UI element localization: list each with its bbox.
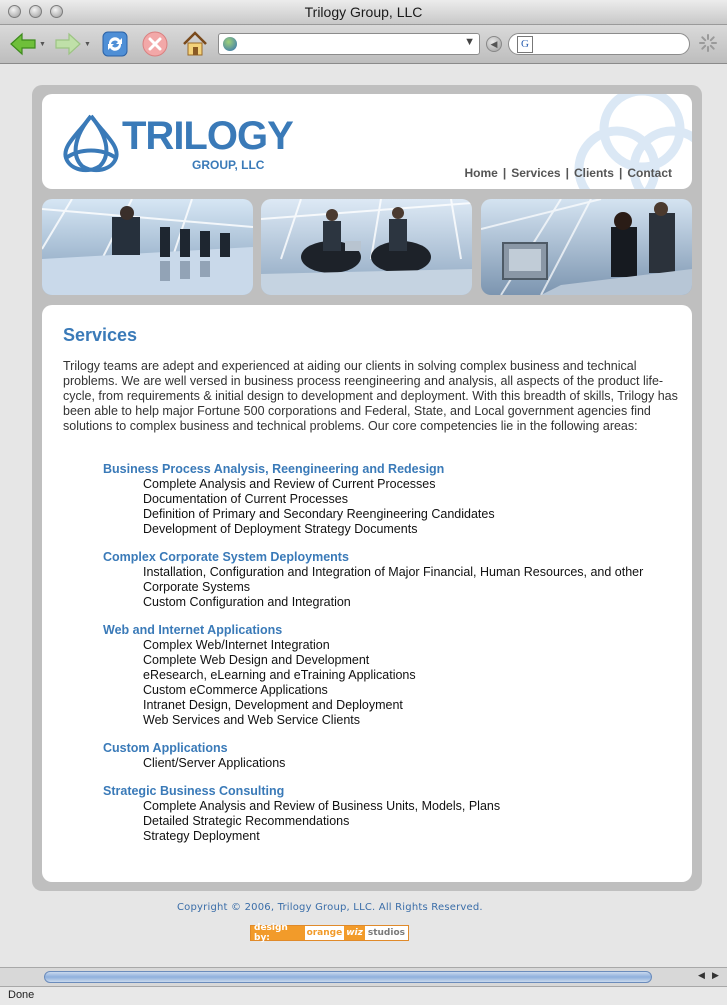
back-icon	[9, 32, 37, 56]
credit-name-wiz: wiz	[346, 928, 363, 938]
service-section	[103, 623, 673, 728]
service-item: Complex Web/Internet Integration	[143, 638, 330, 652]
services-list	[103, 462, 673, 857]
copyright-text: Copyright © 2006, Trilogy Group, LLC. All Rights Reserved.	[177, 902, 483, 913]
service-item: Client/Server Applications	[143, 756, 286, 770]
service-item: Documentation of Current Processes	[143, 492, 348, 506]
home-button[interactable]	[180, 29, 210, 59]
services-panel	[42, 305, 692, 882]
spinner-icon	[699, 34, 717, 52]
nav-clients-link[interactable]: Clients	[573, 166, 614, 180]
address-bar[interactable]	[218, 33, 480, 55]
service-section	[103, 462, 673, 537]
scrollbar-thumb[interactable]	[44, 971, 652, 983]
service-item: Definition of Primary and Secondary Reengineering Candidates	[143, 507, 495, 521]
service-item: eResearch, eLearning and eTraining Applications	[143, 668, 416, 682]
service-heading: Custom Applications	[103, 741, 228, 755]
scroll-left-arrow[interactable]: ◀	[698, 970, 705, 980]
main-nav: Home | Services | Clients | Contact	[464, 166, 672, 180]
go-icon[interactable]: ◀	[486, 36, 502, 52]
forward-icon	[54, 32, 82, 56]
service-heading: Web and Internet Applications	[103, 623, 283, 637]
home-icon	[181, 30, 209, 58]
forward-history-arrow[interactable]: ▼	[84, 41, 91, 48]
scroll-right-arrow[interactable]: ▶	[712, 970, 719, 980]
service-item: Custom Configuration and Integration	[143, 595, 351, 609]
service-heading: Complex Corporate System Deployments	[103, 550, 349, 564]
service-item: Complete Analysis and Review of Business Units, Models, Plans	[143, 799, 501, 813]
reload-icon	[101, 30, 129, 58]
service-item: Web Services and Web Service Clients	[143, 713, 360, 727]
reload-button[interactable]	[100, 29, 130, 59]
service-item: Installation, Configuration and Integration of Major Financial, Human Resources, and other Corporate Systems	[143, 565, 644, 594]
service-item: Development of Deployment Strategy Documents	[143, 522, 418, 536]
service-item: Complete Analysis and Review of Current Processes	[143, 477, 436, 491]
horizontal-scrollbar[interactable]	[0, 967, 727, 986]
banner-photo-lounge	[261, 199, 472, 295]
stop-button[interactable]	[140, 29, 170, 59]
back-button[interactable]	[8, 29, 38, 59]
intro-paragraph: Trilogy teams are adept and experienced at aiding our clients in solving complex business and technical problems. We are well versed in business process reengineering and analysis, all aspects of the product life-cycle, from requirements & initial design to development and deployment. With this breadth of skills, Trilogy has been able to help major Fortune 500 corporations and Federal, State, and Local government agencies find solutions to complex business and technical problems. Our core competencies lie in the following areas:	[63, 359, 678, 433]
stop-icon	[141, 30, 169, 58]
logo-subtitle: GROUP, LLC	[192, 158, 265, 172]
nav-home-link[interactable]: Home	[464, 166, 498, 180]
browser-toolbar	[0, 25, 727, 64]
logo-wordmark: TRILOGY	[122, 114, 293, 158]
service-section	[103, 741, 673, 771]
banner-photo-computer	[481, 199, 692, 295]
address-history-arrow[interactable]: ▼	[464, 36, 475, 48]
globe-icon	[223, 37, 237, 51]
service-section	[103, 784, 673, 844]
credit-label: design by:	[251, 926, 305, 940]
search-input[interactable]	[508, 33, 690, 55]
service-section	[103, 550, 673, 610]
page-title: Services	[63, 325, 138, 345]
nav-contact-link[interactable]: Contact	[627, 166, 672, 180]
google-icon[interactable]: G	[517, 36, 533, 53]
service-item: Complete Web Design and Development	[143, 653, 370, 667]
service-heading: Business Process Analysis, Reengineering and Redesign	[103, 462, 445, 476]
service-item: Strategy Deployment	[143, 829, 260, 843]
window-titlebar	[0, 0, 727, 25]
status-bar	[0, 986, 727, 1005]
status-text: Done	[8, 989, 35, 1001]
service-item: Detailed Strategic Recommendations	[143, 814, 350, 828]
window-title: Trilogy Group, LLC	[304, 4, 423, 20]
design-credit-badge[interactable]	[250, 925, 409, 941]
credit-name-studios: studios	[367, 928, 405, 938]
nav-services-link[interactable]: Services	[511, 166, 561, 180]
service-heading: Strategic Business Consulting	[103, 784, 285, 798]
service-item: Custom eCommerce Applications	[143, 683, 328, 697]
banner-photo-meeting-room	[42, 199, 253, 295]
trilogy-logo-mark	[60, 112, 122, 174]
service-item: Intranet Design, Development and Deployment	[143, 698, 403, 712]
credit-name-orange: orange	[306, 928, 343, 938]
site-header	[42, 94, 692, 189]
back-history-arrow[interactable]: ▼	[39, 41, 46, 48]
forward-button[interactable]	[53, 29, 83, 59]
